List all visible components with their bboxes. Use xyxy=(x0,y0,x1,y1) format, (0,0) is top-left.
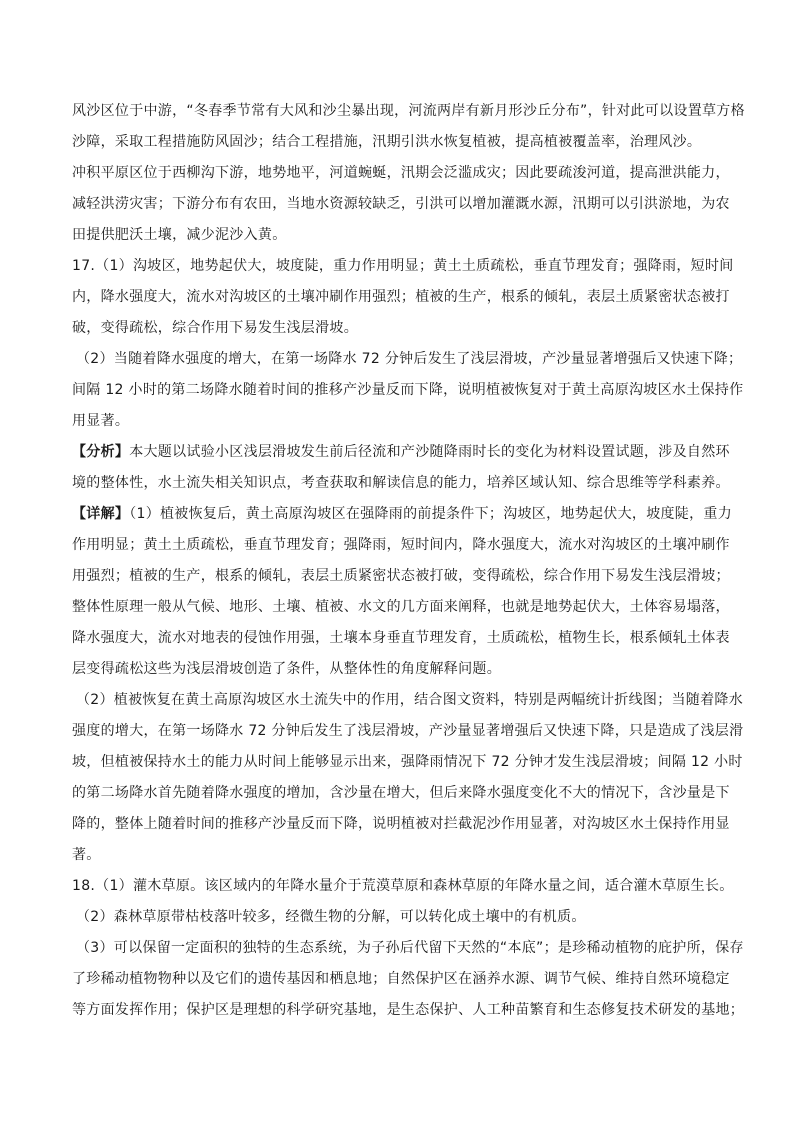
detail-line: 的第二场降水首先随着降水强度的增加，含沙量在增大，但后来降水强度变化不大的情况下，含沙量是下 xyxy=(72,785,730,801)
detail-line: 强度的增大，在第一场降水 72 分钟后发生了浅层滑坡，产沙量显著增强后又快速下降，只是造成了浅层滑 xyxy=(72,723,744,739)
detail-line: 坡，但植被保持水土的能力从时间上能够显示出来，强降雨情况下 72 分钟才发生浅层滑坡；间隔 12 小时 xyxy=(72,754,743,770)
detail-line: 整体性原理一般从气候、地形、土壤、植被、水文的几方面来阐释，也就是地势起伏大，土体容易塌落， xyxy=(72,599,730,615)
paragraph-line: 冲积平原区位于西柳沟下游，地势地平，河道蜿蜒，汛期会泛滥成灾；因此要疏浚河道，提高泄洪能力， xyxy=(72,165,730,181)
analysis-line xyxy=(72,437,730,468)
answer-17-line: 内，降水强度大，流水对沟坡区的土壤冲刷作用强烈；植被的生产，根系的倾轧，表层土质紧密状态被打 xyxy=(72,289,730,305)
detail-text: （1）植被恢复后，黄土高原沟坡区在强降雨的前提条件下；沟坡区，地势起伏大，坡度陡，重力 xyxy=(129,506,733,522)
paragraph-line: 沙障，采取工程措施防风固沙；结合工程措施，汛期引洪水恢复植被，提高植被覆盖率，治理风沙。 xyxy=(72,134,702,150)
detail-line: 降水强度大，流水对地表的侵蚀作用强，土壤本身垂直节理发育，土质疏松，植物生长，根系倾轧土体表 xyxy=(72,630,730,646)
paragraph-line: 田提供肥沃土壤，减少泥沙入黄。 xyxy=(72,227,287,243)
paragraph-line: 减轻洪涝灾害；下游分布有农田，当地水资源较缺乏，引洪可以增加灌溉水源，汛期可以引洪淤地，为农 xyxy=(72,196,730,212)
analysis-text: 本大题以试验小区浅层滑坡发生前后径流和产沙随降雨时长的变化为材料设置试题，涉及自然环 xyxy=(129,444,730,460)
detail-line: 用强烈；植被的生产，根系的倾轧，表层土质紧密状态被打破，变得疏松，综合作用下易发生浅层滑坡； xyxy=(72,568,730,584)
detail-line: （2）植被恢复在黄土高原沟坡区水土流失中的作用，结合图文资料，特别是两幅统计折线图；当随着降水 xyxy=(76,692,744,708)
answer-17-line: 17.（1）沟坡区，地势起伏大，坡度陡，重力作用明显；黄土土质疏松，垂直节理发育；强降雨，短时间 xyxy=(72,258,734,274)
detail-line: 作用明显；黄土土质疏松，垂直节理发育；强降雨，短时间内，降水强度大，流水对沟坡区的土壤冲刷作 xyxy=(72,537,730,553)
paragraph-line: 风沙区位于中游，“冬春季节常有大风和沙尘暴出现，河流两岸有新月形沙丘分布”，针对此可以设置草方格 xyxy=(72,103,745,119)
detail-line xyxy=(72,499,732,530)
answer-18-line: 了珍稀动植物物种以及它们的遗传基因和栖息地；自然保护区在涵养水源、调节气候、维持自然环境稳定 xyxy=(72,971,730,987)
answer-18-line: （2）森林草原带枯枝落叶较多，经微生物的分解，可以转化成土壤中的有机质。 xyxy=(76,909,586,925)
analysis-label: 【分析】 xyxy=(72,444,130,460)
answer-18-line: （3）可以保留一定面积的独特的生态系统，为子孙后代留下天然的“本底”；是珍稀动植物的庇护所，保存 xyxy=(76,940,744,956)
analysis-line: 境的整体性，水土流失相关知识点，考查获取和解读信息的能力，培养区域认知、综合思维等学科素养。 xyxy=(72,475,730,491)
detail-line: 层变得疏松这些为浅层滑坡创造了条件，从整体性的角度解释问题。 xyxy=(72,661,501,677)
answer-17-line: 用显著。 xyxy=(72,413,130,429)
detail-label: 【详解】 xyxy=(72,506,130,522)
answer-17-line: 间隔 12 小时的第二场降水随着时间的推移产沙量反而下降，说明植被恢复对于黄土高原沟坡区水土保持作 xyxy=(72,382,744,398)
detail-line: 降的，整体上随着时间的推移产沙量反而下降，说明植被对拦截泥沙作用显著，对沟坡区水土保持作用显 xyxy=(72,816,730,832)
answer-18-line: 等方面发挥作用；保护区是理想的科学研究基地，是生态保护、人工种苗繁育和生态修复技术研发的基地； xyxy=(72,1002,745,1018)
answer-17-line: 破，变得疏松，综合作用下易发生浅层滑坡。 xyxy=(72,320,358,336)
detail-line: 著。 xyxy=(72,847,101,863)
answer-17-line: （2）当随着降水强度的增大，在第一场降水 72 分钟后发生了浅层滑坡，产沙量显著增强后又快速下降； xyxy=(76,351,743,367)
answer-18-line: 18.（1）灌木草原。该区域内的年降水量介于荒漠草原和森林草原的年降水量之间，适合灌木草原生长。 xyxy=(72,878,734,894)
